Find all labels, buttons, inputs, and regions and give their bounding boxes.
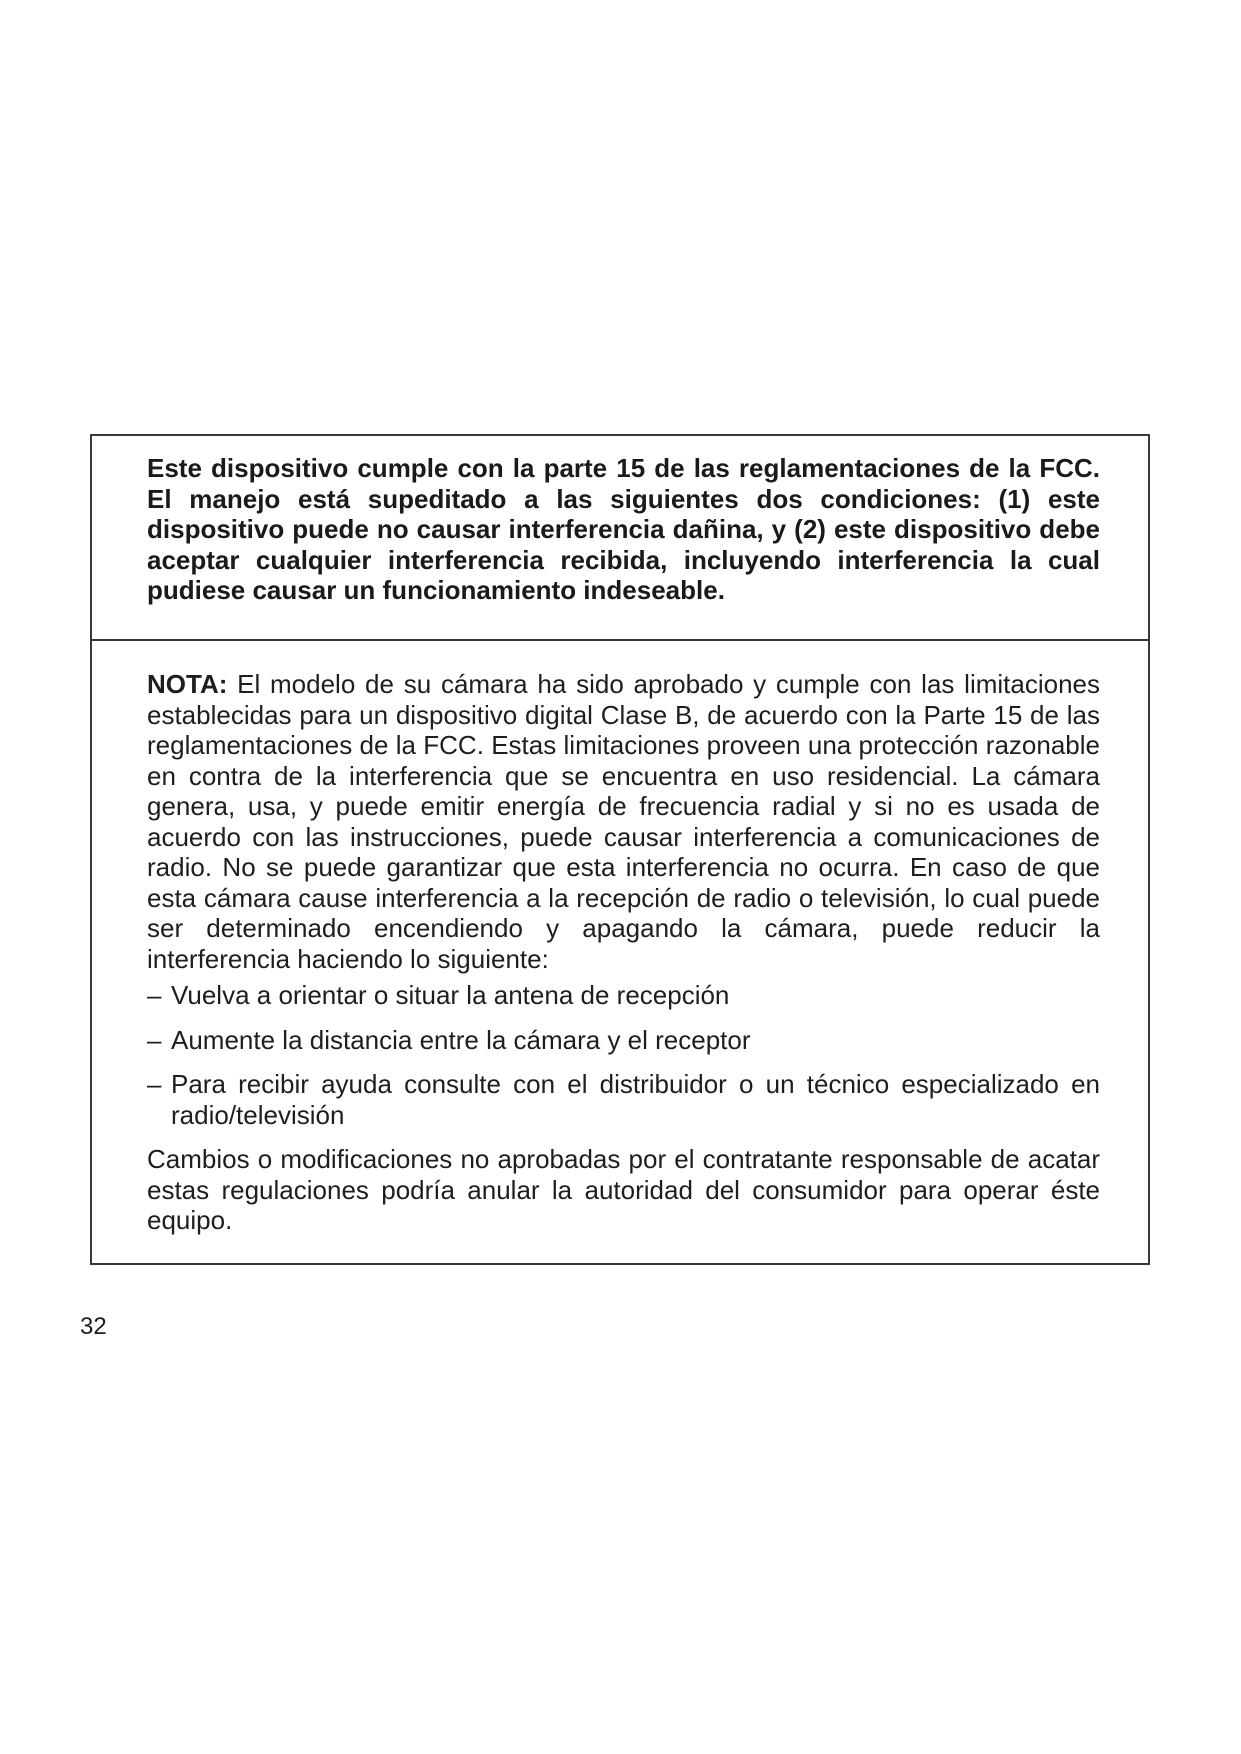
list-item-text: Aumente la distancia entre la cámara y el receptor [171, 1024, 751, 1055]
list-item [147, 980, 1100, 1011]
compliance-section [92, 436, 1148, 641]
note-paragraph [147, 669, 1100, 974]
page-number: 32 [80, 1313, 107, 1340]
list-item-text: Vuelva a orientar o situar la antena de recepción [171, 980, 730, 1010]
fcc-notice-box [90, 434, 1150, 1265]
dash-marker: – [147, 1024, 162, 1055]
note-section [92, 641, 1148, 1263]
compliance-statement: Este dispositivo cumple con la parte 15 de las reglamentaciones de la FCC. El manejo está supeditado a las siguientes dos condiciones: (1) este dispositivo puede no causar interferencia dañina, y (2) este dispositivo debe aceptar cualquier interferencia recibida, incluyendo interferencia la cual pudiese causar un funcionamiento indeseable. [147, 453, 1100, 605]
note-label: NOTA: [147, 669, 228, 699]
list-item [147, 1025, 1100, 1056]
note-content [147, 669, 1100, 1236]
list-item-text: Para recibir ayuda consulte con el distribuidor o un técnico especializado en radio/televisión [171, 1069, 1100, 1130]
dash-marker: – [147, 980, 162, 1010]
closing-paragraph: Cambios o modificaciones no aprobadas por el contratante responsable de acatar estas regulaciones podría anular la autoridad del consumidor para operar éste equipo. [147, 1144, 1100, 1235]
remedy-list [147, 980, 1100, 1130]
dash-marker: – [147, 1069, 162, 1099]
note-body: El modelo de su cámara ha sido aprobado y cumple con las limitaciones establecidas para un dispositivo digital Clase B, de acuerdo con la Parte 15 de las reglamentaciones de la FCC. Estas limitaciones proveen una protección razonable en contra de la interferencia que se encuentra en uso residencial. La cámara genera, usa, y puede emitir energía de frecuencia radial y si no es usada de acuerdo con las instrucciones, puede causar interferencia a comunicaciones de radio. No se puede garantizar que esta interferencia no ocurra. En caso de que esta cámara cause interferencia a la recepción de radio o televisión, lo cual puede ser determinado encendiendo y apagando la cámara, puede reducir la interferencia haciendo lo siguiente: [147, 669, 1100, 974]
list-item [147, 1069, 1100, 1130]
